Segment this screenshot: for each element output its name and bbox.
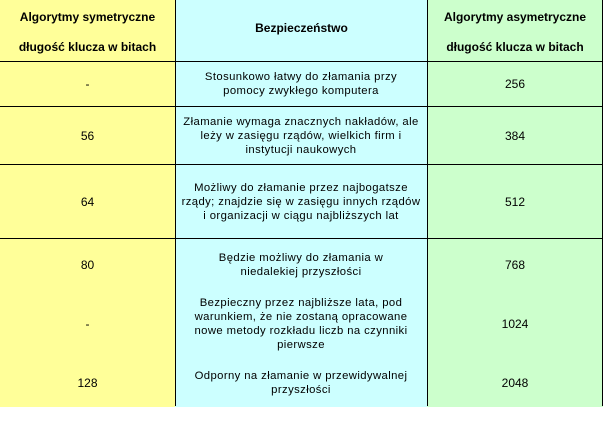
row-4-security: Będzie możliwy do złamania w niedalekiej przyszłości bbox=[218, 252, 384, 278]
row-5-security: Bezpieczny przez najbliższe lata, pod warunkiem, że nie zostaną opracowane nowe metody rozkładu liczb na czynniki pierwsze bbox=[194, 297, 408, 351]
asymmetric-header-subtitle: długość klucza w bitach bbox=[446, 40, 584, 54]
row-6-security: Odporny na złamanie w przewidywalnej przyszłości bbox=[194, 370, 408, 396]
row-3-symmetric-key: 64 bbox=[80, 194, 95, 209]
row-1-security: Stosunkowo łatwy do złamania przy pomocy zwykłego komputera bbox=[204, 71, 398, 97]
row-2-security: Złamanie wymaga znacznych nakładów, ale leży w zasięgu rządów, wielkich firm i instytucji naukowych bbox=[183, 115, 419, 156]
security-header-title: Bezpieczeństwo bbox=[255, 20, 348, 35]
row-divider bbox=[0, 238, 603, 239]
row-1-asymmetric-key: 256 bbox=[504, 77, 526, 91]
row-5-symmetric-key: - bbox=[85, 317, 90, 331]
row-6-asymmetric-key: 2048 bbox=[501, 376, 529, 390]
symmetric-header-subtitle: długość klucza w bitach bbox=[18, 40, 157, 54]
row-5-asymmetric-key: 1024 bbox=[501, 317, 529, 331]
row-1-symmetric-key: - bbox=[85, 77, 90, 91]
row-4-asymmetric-key: 768 bbox=[504, 258, 526, 272]
row-6-symmetric-key: 128 bbox=[77, 376, 98, 390]
row-3-security: Możliwy do złamanie przez najbogatsze rządy; znajdzie się w zasięgu innych rządów i organizacji w ciągu najbliższych lat bbox=[181, 181, 421, 222]
row-2-asymmetric-key: 384 bbox=[504, 128, 526, 143]
row-4-symmetric-key: 80 bbox=[80, 258, 95, 272]
row-2-symmetric-key: 56 bbox=[80, 128, 95, 143]
row-3-asymmetric-key: 512 bbox=[504, 194, 526, 209]
asymmetric-header-title: Algorytmy asymetryczne bbox=[443, 10, 587, 24]
symmetric-header-title: Algorytmy symetryczne bbox=[19, 10, 156, 24]
